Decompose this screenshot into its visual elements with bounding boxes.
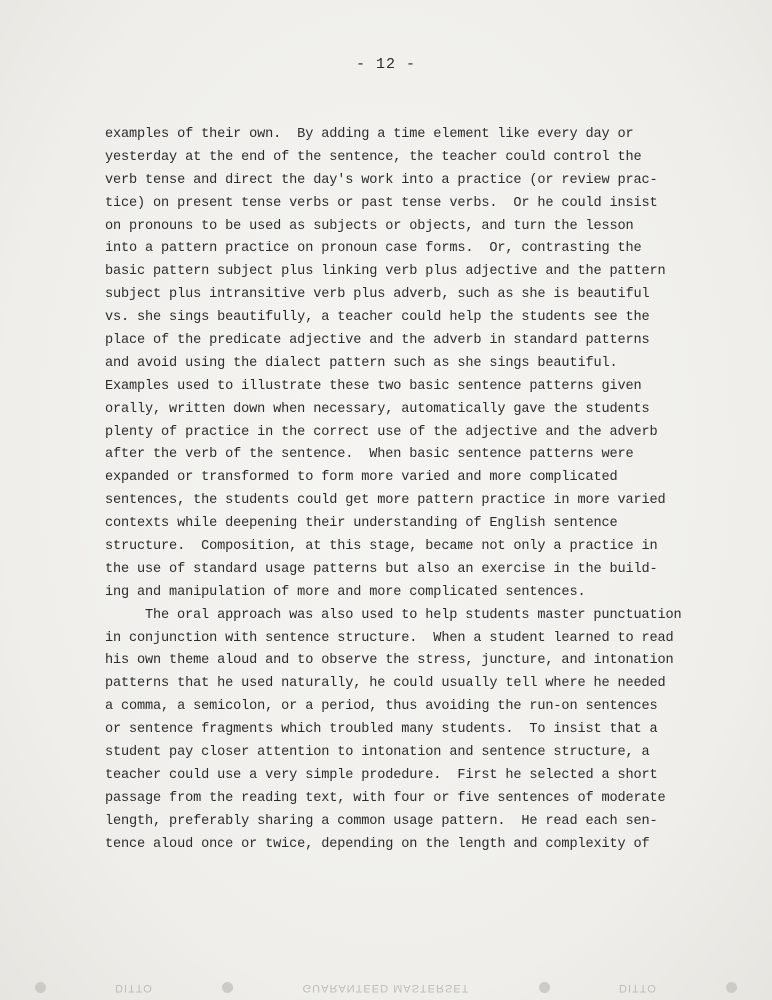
text-line: in conjunction with sentence structure. When a student learned to read	[105, 630, 674, 646]
watermark-text: DITTO	[115, 982, 153, 994]
text-line: the use of standard usage patterns but also an exercise in the build-	[105, 561, 658, 577]
text-line: a comma, a semicolon, or a period, thus avoiding the run-on sentences	[105, 699, 658, 715]
text-line: sentences, the students could get more pattern practice in more varied	[105, 493, 666, 509]
text-line: tice) on present tense verbs or past tense verbs. Or he could insist	[105, 195, 658, 211]
text-line: or sentence fragments which troubled many students. To insist that a	[105, 722, 658, 738]
text-line: yesterday at the end of the sentence, the teacher could control the	[105, 149, 642, 165]
watermark-dot	[35, 983, 46, 994]
text-line: verb tense and direct the day's work into a practice (or review prac-	[105, 172, 658, 188]
text-line: into a pattern practice on pronoun case forms. Or, contrasting the	[105, 241, 642, 257]
watermark-dot	[726, 983, 737, 994]
body-text	[105, 124, 682, 857]
watermark-dot	[222, 983, 233, 994]
text-line: Examples used to illustrate these two basic sentence patterns given	[105, 378, 642, 394]
text-line: length, preferably sharing a common usage pattern. He read each sen-	[105, 813, 658, 829]
text-line: plenty of practice in the correct use of the adjective and the adverb	[105, 424, 658, 440]
watermark-text: GUARANTEED MASTERSET	[302, 982, 470, 994]
text-line: tence aloud once or twice, depending on the length and complexity of	[105, 836, 650, 852]
text-line: place of the predicate adjective and the adverb in standard patterns	[105, 333, 650, 349]
watermark-text: DITTO	[619, 982, 657, 994]
page-number: - 12 -	[355, 56, 416, 73]
text-line: on pronouns to be used as subjects or objects, and turn the lesson	[105, 218, 634, 234]
text-line: student pay closer attention to intonation and sentence structure, a	[105, 745, 650, 761]
text-line: orally, written down when necessary, automatically gave the students	[105, 401, 650, 417]
text-line: passage from the reading text, with four or five sentences of moderate	[105, 790, 666, 806]
text-line: vs. she sings beautifully, a teacher could help the students see the	[105, 310, 650, 326]
text-line: The oral approach was also used to help students master punctuation	[145, 607, 682, 623]
text-line: after the verb of the sentence. When basic sentence patterns were	[105, 447, 634, 463]
text-line: patterns that he used naturally, he could usually tell where he needed	[105, 676, 666, 692]
text-line: and avoid using the dialect pattern such as she sings beautiful.	[105, 355, 618, 371]
text-line: expanded or transformed to form more varied and more complicated	[105, 470, 618, 486]
ditto-watermark-strip	[0, 980, 772, 996]
text-line: teacher could use a very simple prodedure. First he selected a short	[105, 767, 658, 783]
text-line: basic pattern subject plus linking verb plus adjective and the pattern	[105, 264, 666, 280]
text-line: examples of their own. By adding a time element like every day or	[105, 127, 634, 142]
text-line: subject plus intransitive verb plus adverb, such as she is beautiful	[105, 287, 650, 303]
text-line: structure. Composition, at this stage, became not only a practice in	[105, 539, 658, 555]
watermark-dot	[539, 983, 550, 994]
text-line: contexts while deepening their understanding of English sentence	[105, 516, 618, 532]
text-line: his own theme aloud and to observe the stress, juncture, and intonation	[105, 653, 674, 669]
text-line: ing and manipulation of more and more complicated sentences.	[105, 584, 586, 600]
